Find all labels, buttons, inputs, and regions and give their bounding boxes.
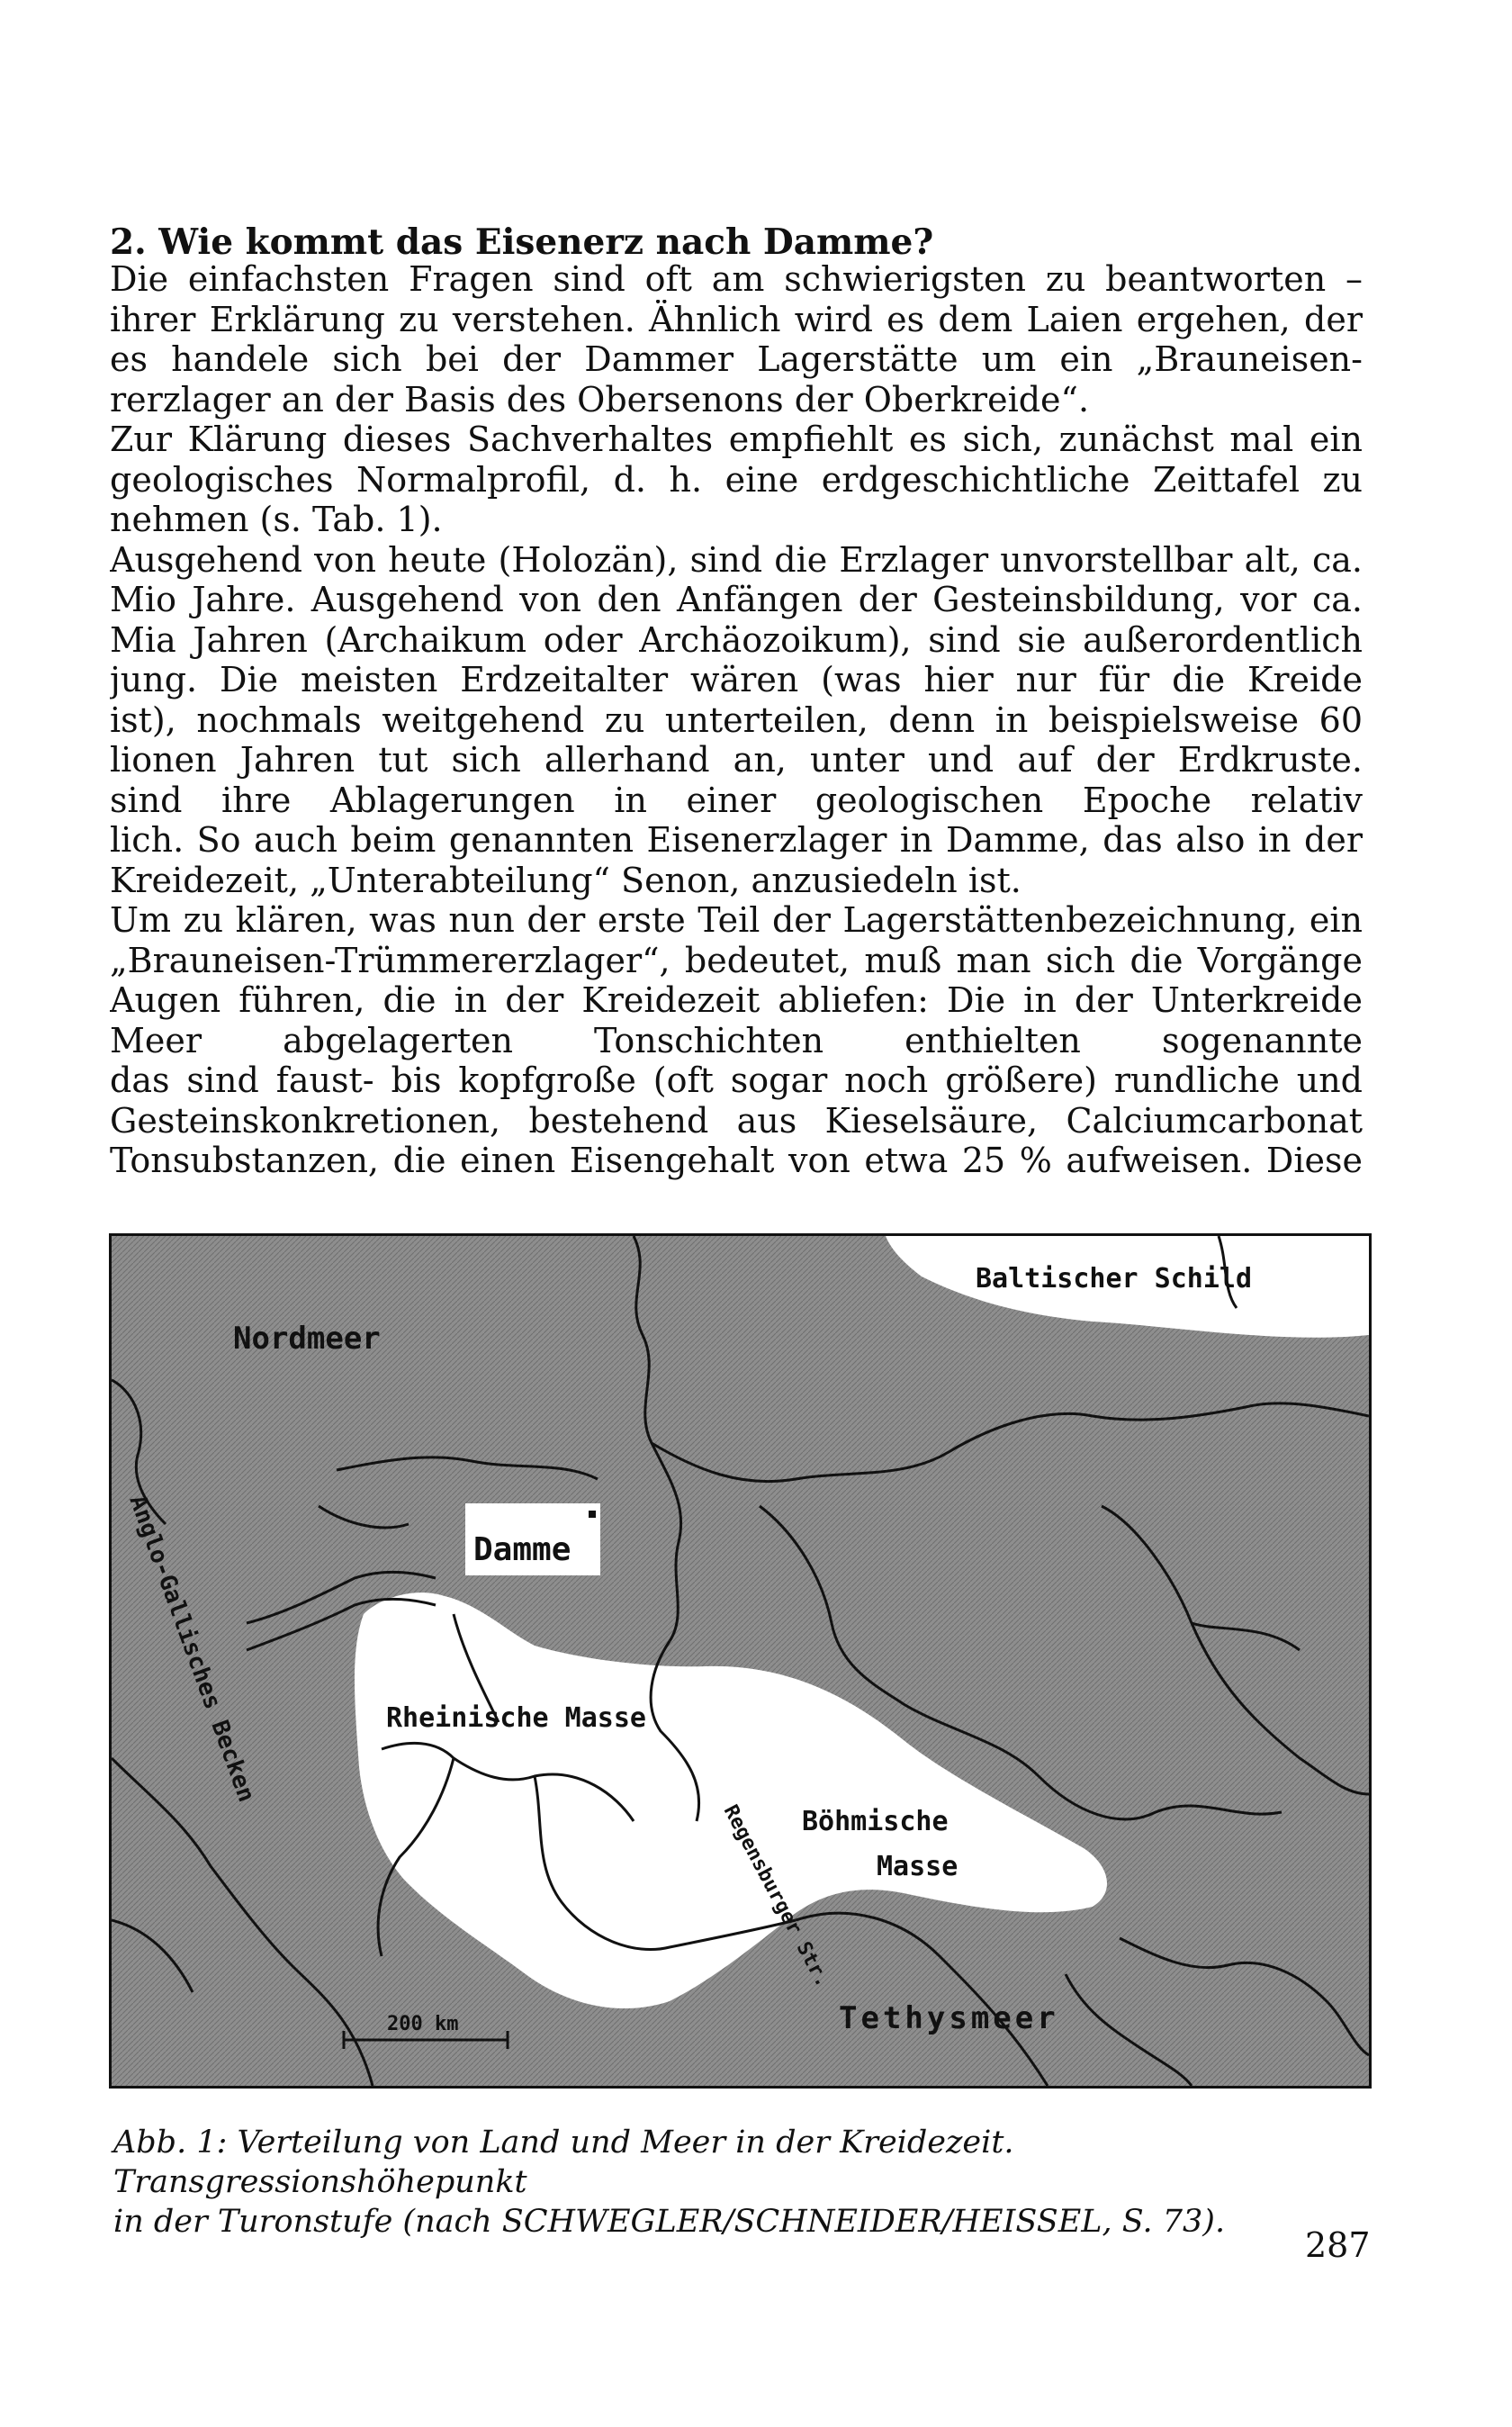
- caption-line: Abb. 1: Verteilung von Land und Meer in der Kreidezeit. Transgressionshöhepunkt: [113, 2125, 1014, 2200]
- rhenish-massif-label: Rheinische Masse: [386, 1702, 646, 1734]
- bohemian-massif-label-1: Böhmische: [802, 1806, 949, 1837]
- text-line: Die einfachsten Fragen sind oft am schwierigsten zu beantworten –: [110, 259, 1363, 299]
- scale-label: 200 km: [387, 2013, 459, 2035]
- text-line: rerzlager an der Basis des Obersenons der Oberkreide“.: [110, 379, 1090, 420]
- text-line: Ausgehend von heute (Holozän), sind die Erzlager unvorstellbar alt, ca.: [110, 539, 1363, 580]
- text-line: Augen führen, die in der Kreidezeit abliefen: Die in der Unterkreide: [110, 980, 1363, 1020]
- text-line: ist), nochmals weitgehend zu unterteilen, denn in beispielsweise 60: [110, 699, 1363, 740]
- text-line: „Brauneisen-Trümmererzlager“, bedeutet, muß man sich die Vorgänge: [110, 940, 1363, 980]
- text-line: Kreidezeit, „Unterabteilung“ Senon, anzusiedeln ist.: [110, 860, 1022, 900]
- tethys-sea-label: Tethysmeer: [839, 2000, 1059, 2036]
- regensburg-strait-label: Regensburger Str.: [718, 1801, 834, 1991]
- text-line: Zur Klärung dieses Sachverhaltes empfiehlt es sich, zunächst mal ein: [110, 420, 1363, 459]
- text-line: sind ihre Ablagerungen in einer geologischen Epoche relativ: [110, 780, 1363, 820]
- bohemian-massif-label-2: Masse: [877, 1851, 958, 1882]
- text-line: ihrer Erklärung zu verstehen. Ähnlich wird es dem Laien ergehen, der: [110, 299, 1363, 339]
- text-line: lionen Jahren tut sich allerhand an, unter und auf der Erdkruste.: [110, 740, 1363, 780]
- page-number: 287: [1305, 2225, 1371, 2265]
- body-text: [110, 259, 1363, 1181]
- damme-marker: [589, 1511, 596, 1518]
- text-line: jung. Die meisten Erdzeitalter wären (was hier nur für die Kreide: [110, 660, 1363, 699]
- text-line: nehmen (s. Tab. 1).: [110, 500, 443, 539]
- text-line: Mia Jahren (Archaikum oder Archäozoikum), sind sie außerordentlich: [110, 619, 1363, 660]
- text-line: Um zu klären, was nun der erste Teil der Lagerstättenbezeichnung, ein: [110, 900, 1363, 940]
- text-line: es handele sich bei der Dammer Lagerstätte um ein „Brauneisen-: [110, 339, 1363, 379]
- figure-caption: [113, 2123, 1364, 2242]
- text-line: Gesteinskonkretionen, bestehend aus Kieselsäure, Calciumcarbonat: [110, 1100, 1363, 1141]
- section-heading: 2. Wie kommt das Eisenerz nach Damme?: [110, 221, 934, 263]
- cretaceous-map: [109, 1233, 1372, 2089]
- text-line: Meer abgelagerten Tonschichten enthielten sogenannte: [110, 1020, 1363, 1060]
- sea-area: [112, 1236, 1369, 2086]
- anglo-gallic-basin-label: Anglo-Gallisches Becken: [123, 1492, 260, 1806]
- text-line: das sind faust- bis kopfgroße (oft sogar noch größere) rundliche und: [110, 1060, 1363, 1100]
- text-line: Tonsubstanzen, die einen Eisengehalt von etwa 25 % aufweisen. Diese: [110, 1141, 1363, 1180]
- map-drawing: [112, 1236, 1369, 2086]
- damme-label: Damme: [473, 1531, 572, 1568]
- caption-line: in der Turonstufe (nach SCHWEGLER/SCHNEIDER/HEISSEL, S. 73).: [113, 2204, 1226, 2240]
- text-line: lich. So auch beim genannten Eisenerzlager in Damme, das also in der: [110, 820, 1363, 860]
- baltic-shield-label: Baltischer Schild: [976, 1263, 1253, 1295]
- text-line: Mio Jahre. Ausgehend von den Anfängen der Gesteinsbildung, vor ca.: [110, 580, 1363, 619]
- north-sea-label: Nordmeer: [233, 1321, 381, 1357]
- text-line: geologisches Normalprofil, d. h. eine erdgeschichtliche Zeittafel zu: [110, 459, 1363, 500]
